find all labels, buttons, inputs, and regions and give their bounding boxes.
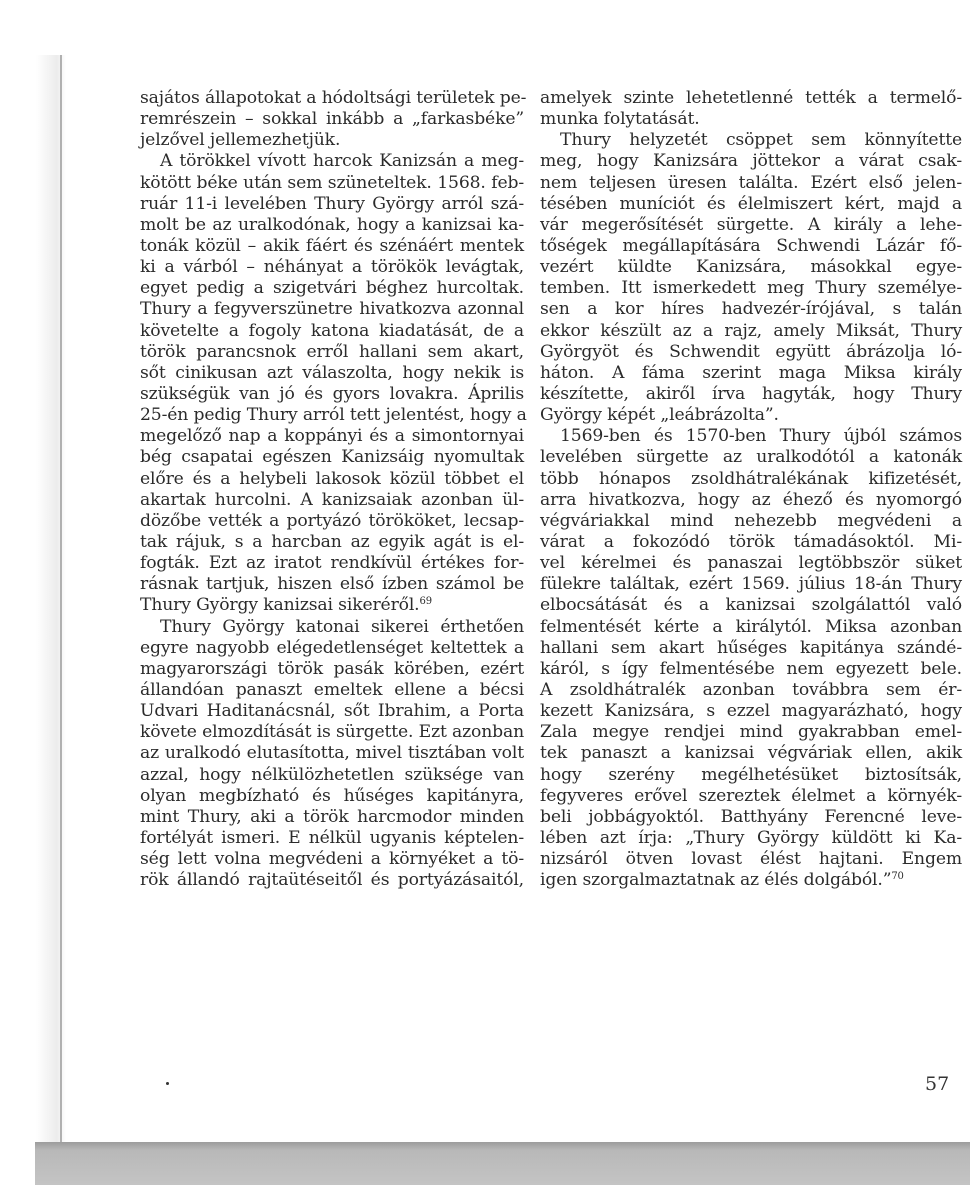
text-line <box>140 215 524 236</box>
text-line <box>140 553 524 574</box>
line-text: Udvari Haditanácsnál, sőt Ibrahim, a Porta <box>140 701 524 722</box>
line-text: temben. Itt ismerkedett meg Thury személye- <box>540 278 962 299</box>
page-number: 57 <box>925 1073 950 1095</box>
text-line <box>140 786 524 807</box>
ink-speck <box>166 1082 169 1085</box>
line-text: magyarországi török pasák körében, ezért <box>140 658 524 679</box>
line-text: várat a fokozódó török támadásoktól. Mi- <box>540 531 962 552</box>
line-text: meg, hogy Kanizsára jöttekor a várat csak- <box>540 151 962 172</box>
line-text: jelzővel jellemezhetjük. <box>140 130 341 151</box>
line-text: Thury helyzetét csöppet sem könnyítette <box>560 130 962 151</box>
left-text-column <box>140 88 527 891</box>
line-text: egyet pedig a szigetvári béghez hurcoltak. <box>140 278 524 299</box>
text-line <box>540 532 962 553</box>
line-text: szükségük van jó és gyors lovakra. Április <box>140 383 524 404</box>
line-text: hallani sem akart hűséges kapitánya szándé- <box>540 637 962 658</box>
line-text: török parancsnok erről hallani sem akart, <box>140 341 524 362</box>
text-line <box>140 828 524 849</box>
line-text: megelőző nap a koppányi és a simontornyai <box>140 426 524 447</box>
line-text: Zala megye rendjei mind gyakrabban emel- <box>540 722 962 743</box>
text-line <box>540 342 962 363</box>
line-text: tonák közül – akik fáért és szénáért mentek <box>140 235 524 256</box>
line-text: sajátos állapotokat a hódoltsági területek pe- <box>140 88 527 108</box>
line-text: kezett Kanizsára, s ezzel magyarázható, hogy <box>540 701 962 722</box>
text-line <box>140 321 524 342</box>
text-line <box>540 151 962 172</box>
text-line <box>540 743 962 764</box>
text-line <box>140 236 524 257</box>
text-line <box>540 807 962 828</box>
line-text: az uralkodó elutasította, mivel tisztában volt <box>140 743 524 764</box>
line-text: tak rájuk, s a harcban az egyik agát is el- <box>140 531 524 552</box>
text-line <box>140 194 524 215</box>
text-line <box>540 426 962 447</box>
text-line <box>140 405 527 426</box>
footnote-marker: 69 <box>419 596 432 608</box>
line-text: György képét „leábrázolta”. <box>540 405 779 426</box>
line-text: nizsáról ötven lovast élést hajtani. Engem <box>540 849 962 870</box>
binding-line <box>60 55 62 1145</box>
text-line <box>540 722 962 743</box>
line-text: készítette, akiről írva hagyták, hogy Thury <box>540 383 962 404</box>
text-line <box>540 257 962 278</box>
line-text: követe elmozdítását is sürgette. Ezt azonban <box>140 722 525 743</box>
line-text: beli jobbágyoktól. Batthyány Ferencné leve- <box>540 806 962 827</box>
text-line <box>540 680 962 701</box>
text-line <box>540 384 962 405</box>
line-text: nem teljesen üresen találta. Ezért első jelen- <box>540 172 962 193</box>
text-line <box>540 88 962 109</box>
line-text: követelte a fogoly katona kiadatását, de a <box>140 320 524 341</box>
line-text: vel kérelmei és panaszai legtöbbször süket <box>540 553 962 574</box>
line-text: tek panaszt a kanizsai végváriak ellen, akik <box>540 743 962 764</box>
text-line <box>540 278 962 299</box>
line-text: tőségek megállapítására Schwendi Lázár fő- <box>540 235 962 256</box>
line-text: elbocsátását és a kanizsai szolgálattól való <box>540 595 962 616</box>
text-line <box>140 595 524 616</box>
text-line <box>540 321 962 342</box>
line-text: 25-én pedig Thury arról tett jelentést, hogy a <box>140 405 527 426</box>
line-text: vár megerősítését sürgette. A király a lehe- <box>540 214 962 235</box>
line-text: levelében sürgette az uralkodótól a katonák <box>540 447 962 468</box>
line-text: fegyveres erővel szereztek élelmet a környék- <box>540 785 962 806</box>
line-text: ség lett volna megvédeni a környéket a tö- <box>140 849 524 870</box>
text-line <box>140 617 524 638</box>
line-text: fortélyát ismeri. E nélkül ugyanis képtelen- <box>140 827 524 848</box>
line-text: egyre nagyobb elégedetlenséget keltettek a <box>140 637 524 658</box>
text-line <box>540 595 962 616</box>
line-text: tésében muníciót és élelmiszert kért, majd a <box>540 193 962 214</box>
line-text: sőt cinikusan azt válaszolta, hogy nekik is <box>140 362 524 383</box>
text-line <box>140 447 524 468</box>
line-text: végváriakkal mind nehezebb megvédeni a <box>540 510 962 531</box>
line-text: állandóan panaszt emeltek ellene a bécsi <box>140 679 524 700</box>
text-line <box>140 173 524 194</box>
text-line <box>540 511 962 532</box>
text-line <box>140 532 524 553</box>
line-text: olyan megbízható és hűséges kapitányra, <box>140 785 524 806</box>
text-line <box>540 405 962 426</box>
text-line <box>140 384 524 405</box>
text-line <box>540 786 962 807</box>
text-line <box>140 849 524 870</box>
text-line <box>540 849 962 870</box>
text-line <box>140 638 524 659</box>
line-text: amelyek szinte lehetetlenné tették a termelő- <box>540 88 962 108</box>
text-line <box>140 109 524 130</box>
line-text: Thury György katonai sikerei érthetően <box>160 616 524 637</box>
line-text: bég csapatai egészen Kanizsáig nyomultak <box>140 447 524 468</box>
line-text: rök állandó rajtaütéseitől és portyázásaitól, <box>140 870 524 891</box>
line-text: Thury György kanizsai sikeréről. <box>140 595 420 616</box>
line-text: ruár 11-i levelében Thury György arról szá- <box>140 193 524 214</box>
text-line <box>540 130 962 151</box>
text-line <box>540 363 962 384</box>
line-text: Thury a fegyverszünetre hivatkozva azonnal <box>140 299 524 320</box>
text-line <box>140 765 524 786</box>
line-text: több hónapos zsoldhátralékának kifizetését, <box>540 468 962 489</box>
text-line <box>140 659 524 680</box>
line-text: lében azt írja: „Thury György küldött ki Ka- <box>540 827 962 848</box>
text-line <box>540 447 962 468</box>
text-line <box>140 701 524 722</box>
text-line <box>140 278 524 299</box>
line-text: káról, s így felmentésébe nem egyezett bele. <box>540 658 962 679</box>
text-line <box>540 553 962 574</box>
line-text: igen szorgalmaztatnak az élés dolgából.” <box>540 870 892 891</box>
line-text: háton. A fáma szerint maga Miksa király <box>540 362 962 383</box>
text-line <box>140 722 524 743</box>
text-line <box>540 215 962 236</box>
text-line <box>540 617 962 638</box>
text-line <box>140 743 524 764</box>
line-text: sen a kor híres hadvezér-írójával, s talán <box>540 299 962 320</box>
line-text: arra hivatkozva, hogy az éhező és nyomorgó <box>540 489 962 510</box>
text-line <box>140 426 524 447</box>
line-text: felmentését kérte a királytól. Miksa azonban <box>540 616 962 637</box>
line-text: remrészein – sokkal inkább a „farkasbéke” <box>140 109 524 130</box>
line-text: molt be az uralkodónak, hogy a kanizsai ka- <box>140 214 524 235</box>
line-text: fogták. Ezt az iratot rendkívül értékes for- <box>140 553 524 574</box>
text-line <box>540 109 962 130</box>
text-line <box>140 870 524 891</box>
text-line <box>140 469 524 490</box>
text-line <box>140 130 524 151</box>
text-line <box>540 236 962 257</box>
right-text-column <box>540 88 962 891</box>
line-text: azzal, hogy nélkülözhetetlen szüksége van <box>140 764 524 785</box>
line-text: A zsoldhátralék azonban továbbra sem ér- <box>540 679 962 700</box>
scanner-bottom-band <box>35 1142 970 1185</box>
line-text: dözőbe vették a portyázó törököket, lecsap- <box>140 510 524 531</box>
line-text: fülekre találtak, ezért 1569. július 18-án Thury <box>540 574 962 595</box>
text-line <box>540 701 962 722</box>
text-line <box>540 299 962 320</box>
line-text: ki a várból – néhányat a törökök levágtak, <box>140 257 524 278</box>
line-text: ekkor készült az a rajz, amely Miksát, Thury <box>540 320 962 341</box>
line-text: hogy szerény megélhetésüket biztosítsák, <box>540 764 962 785</box>
line-text: Györgyöt és Schwendit együtt ábrázolja ló- <box>540 341 962 362</box>
footnote-marker: 70 <box>891 871 904 883</box>
text-line <box>140 151 524 172</box>
text-line <box>540 173 962 194</box>
text-line <box>140 511 524 532</box>
line-text: kötött béke után sem szüneteltek. 1568. feb- <box>140 172 524 193</box>
line-text: vezért küldte Kanizsára, másokkal egye- <box>540 257 962 278</box>
text-line <box>140 257 524 278</box>
text-line <box>540 490 962 511</box>
text-line <box>540 870 962 891</box>
text-line <box>540 469 962 490</box>
line-text: mint Thury, aki a török harcmodor minden <box>140 806 524 827</box>
line-text: előre és a helybeli lakosok közül többet el <box>140 468 524 489</box>
text-line <box>140 342 524 363</box>
text-line <box>540 638 962 659</box>
text-line <box>540 765 962 786</box>
text-line <box>540 574 962 595</box>
text-line <box>140 680 524 701</box>
line-text: munka folytatását. <box>540 109 700 130</box>
text-line <box>140 299 524 320</box>
line-text: rásnak tartjuk, hiszen első ízben számol be <box>140 574 524 595</box>
text-line <box>140 88 527 109</box>
line-text: akartak hurcolni. A kanizsaiak azonban ül- <box>140 489 524 510</box>
text-line <box>140 363 524 384</box>
text-line <box>540 194 962 215</box>
text-line <box>540 659 962 680</box>
text-line <box>140 490 524 511</box>
text-line <box>540 828 962 849</box>
line-text: 1569-ben és 1570-ben Thury újból számos <box>560 426 962 447</box>
text-line <box>140 574 524 595</box>
line-text: A törökkel vívott harcok Kanizsán a meg- <box>160 151 524 172</box>
text-line <box>140 807 524 828</box>
